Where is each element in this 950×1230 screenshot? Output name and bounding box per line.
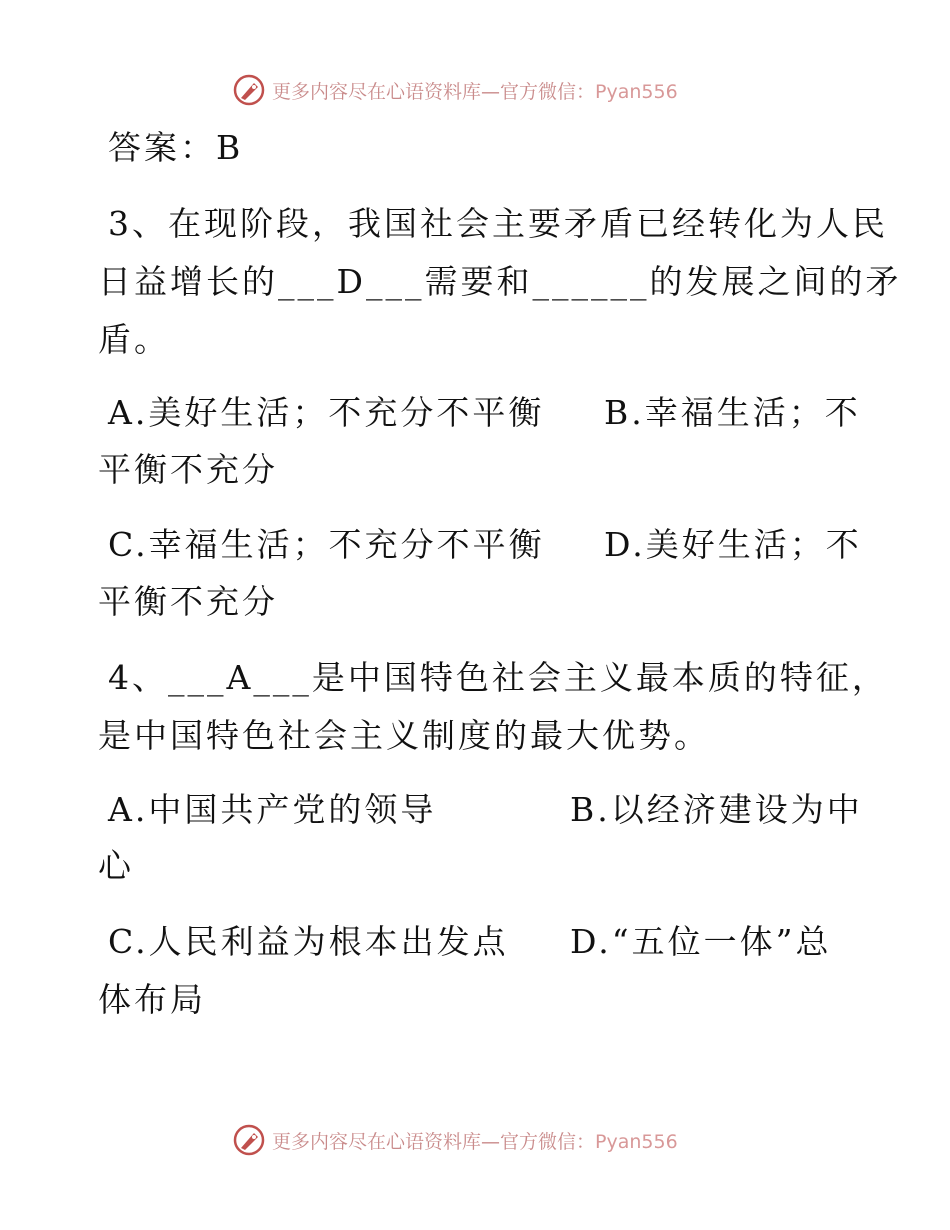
- q4-option-d: D.“五位一体”总: [570, 922, 832, 961]
- header-watermark: [232, 70, 752, 110]
- q4-option-d-cont: 体布局: [98, 980, 206, 1019]
- answer-line: 答案：B: [108, 128, 244, 167]
- q4-stem-line2: 是中国特色社会主义制度的最大优势。: [98, 716, 710, 755]
- watermark-text: 更多内容尽在心语资料库—官方微信：Pyan556: [272, 1130, 678, 1153]
- q3-option-d-cont: 平衡不充分: [98, 582, 278, 621]
- q4-option-c: C.人民利益为根本出发点: [108, 922, 509, 961]
- q3-option-b: B.幸福生活；不: [604, 393, 861, 432]
- q3-option-d: D.美好生活；不: [604, 525, 862, 564]
- pen-nib-logo-icon: [232, 1123, 266, 1157]
- footer-watermark: [232, 1120, 752, 1160]
- watermark-text: 更多内容尽在心语资料库—官方微信：Pyan556: [272, 80, 678, 103]
- q4-option-a: A.中国共产党的领导: [108, 790, 437, 829]
- q4-option-b: B.以经济建设为中: [570, 790, 863, 829]
- q4-option-b-cont: 心: [98, 846, 134, 885]
- pen-nib-logo-icon: [232, 73, 266, 107]
- q3-stem-line2: 日益增长的___D___需要和______的发展之间的矛: [98, 262, 902, 301]
- q3-option-c: C.幸福生活；不充分不平衡: [108, 525, 545, 564]
- q3-option-b-cont: 平衡不充分: [98, 450, 278, 489]
- q4-stem-line1: 4、___A___是中国特色社会主义最本质的特征，: [108, 658, 888, 697]
- q3-option-a: A.美好生活；不充分不平衡: [108, 393, 545, 432]
- q3-stem-line3: 盾。: [98, 320, 170, 359]
- q3-stem-line1: 3、在现阶段，我国社会主要矛盾已经转化为人民: [108, 204, 888, 243]
